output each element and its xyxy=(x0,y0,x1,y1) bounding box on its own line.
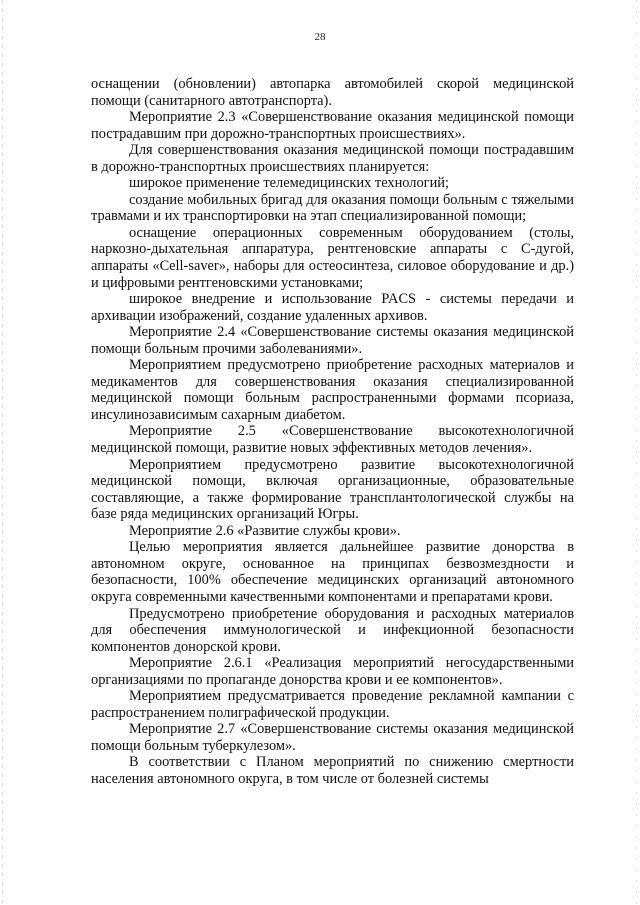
scan-edge-left xyxy=(2,0,3,905)
paragraph: Мероприятием предусматривается проведение рекламной кампании с распространением полиграфической продукции. xyxy=(91,688,574,721)
paragraph: Целью мероприятия является дальнейшее развитие донорства в автономном округе, основанное на принципах безвозмездности и безопасности, 100% обеспечение медицинских организаций автономного округа современными качественными компонентами и препаратами крови. xyxy=(91,539,574,605)
paragraph: Мероприятие 2.5 «Совершенствование высокотехнологичной медицинской помощи, развитие новых эффективных методов лечения». xyxy=(91,423,574,457)
paragraph: широкое применение телемедицинских технологий; xyxy=(129,175,449,192)
paragraph: создание мобильных бригад для оказания помощи больным с тяжелыми травмами и их транспортировки на этап специализированной помощи; xyxy=(91,191,574,225)
paragraph: В соответствии с Планом мероприятий по снижению смертности населения автономного округа, в том числе от болезней системы xyxy=(91,754,574,787)
paragraph: Мероприятие 2.3 «Совершенствование оказания медицинской помощи пострадавшим при дорожно-транспортных происшествиях». xyxy=(91,109,574,142)
paragraph: Мероприятие 2.6 «Развитие службы крови». xyxy=(129,522,401,539)
paragraph: Мероприятием предусмотрено приобретение расходных материалов и медикаментов для совершенствования оказания специализированной медицинской помощи больным распространенными формами псориаза, инсулинозависимым сахарным диабетом. xyxy=(91,357,574,423)
paragraph: Мероприятием предусмотрено развитие высокотехнологичной медицинской помощи, включая организационные, образовательные составляющие, а также формирование трансплантологической службы на базе ряда медицинских организаций Югры. xyxy=(91,456,574,523)
paragraph: Мероприятие 2.4 «Совершенствование системы оказания медицинской помощи больным прочими заболеваниями». xyxy=(91,324,574,357)
body-text xyxy=(91,76,574,788)
paragraph: широкое внедрение и использование PACS - системы передачи и архивации изображений, создание удаленных архивов. xyxy=(91,291,574,324)
paragraph: оснащении (обновлении) автопарка автомобилей скорой медицинской помощи (санитарного автотранспорта). xyxy=(91,76,574,109)
paragraph: Мероприятие 2.6.1 «Реализация мероприятий негосударственными организациями по пропаганде донорства крови и ее компонентов». xyxy=(91,655,574,688)
paragraph: оснащение операционных современным оборудованием (столы, наркозно-дыхательная аппаратура, рентгеновские аппараты с С-дугой, аппараты «Cell-saver», наборы для остеосинтеза, силовое оборудование и др.) и цифровыми рентгеновскими установками; xyxy=(91,224,574,291)
scan-edge-right xyxy=(636,0,637,905)
paragraph: Для совершенствования оказания медицинской помощи пострадавшим в дорожно-транспортных происшествиях планируется: xyxy=(91,142,574,175)
paragraph: Мероприятие 2.7 «Совершенствование системы оказания медицинской помощи больным туберкулезом». xyxy=(91,721,574,754)
paragraph: Предусмотрено приобретение оборудования и расходных материалов для обеспечения иммунологической и инфекционной безопасности компонентов донорской крови. xyxy=(91,605,574,655)
page-number: 28 xyxy=(314,31,326,43)
